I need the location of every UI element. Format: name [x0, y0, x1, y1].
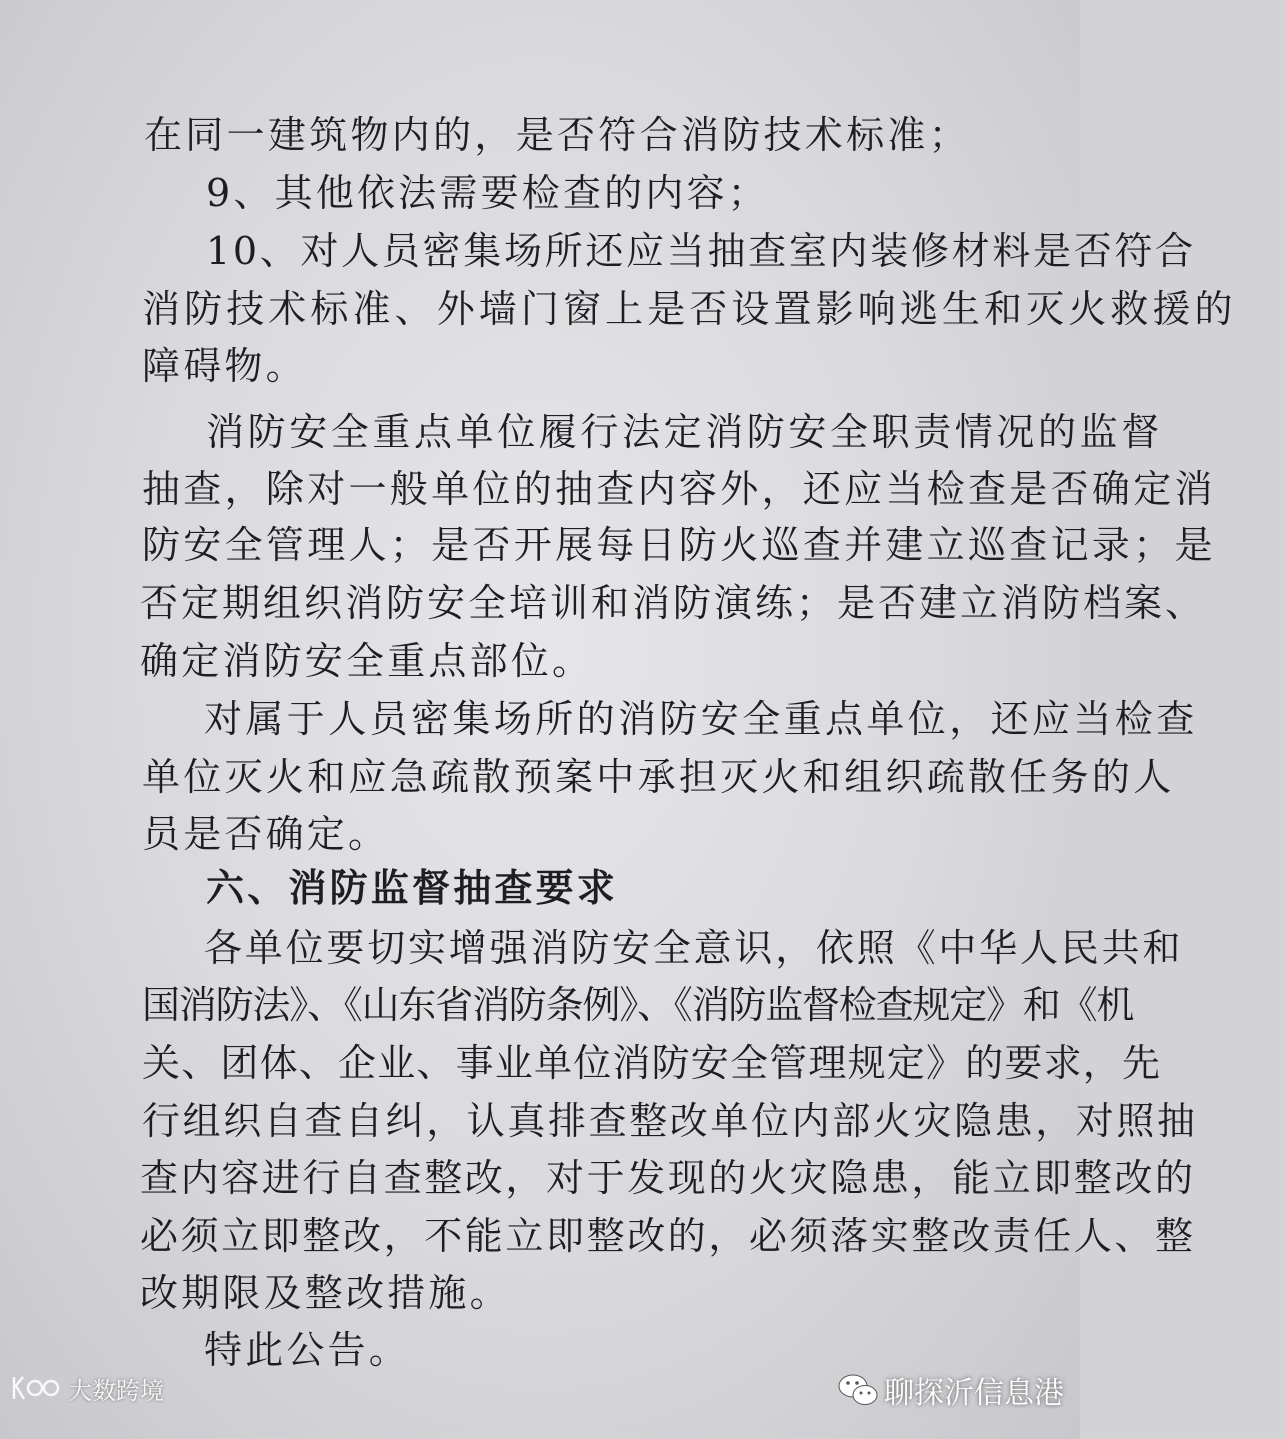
text-line: 员是否确定。: [142, 812, 390, 856]
text-line: 查内容进行自查整改，对于发现的火灾隐患，能立即整改的: [140, 1156, 1196, 1200]
section-heading: 六、消防监督抽查要求: [206, 865, 619, 910]
text-line: 行组织自查自纠，认真排查整改单位内部火灾隐患，对照抽: [142, 1099, 1198, 1143]
text-line: 国消防法》、《山东省消防条例》、《消防监督检查规定》和《机: [142, 983, 1134, 1027]
text-line: 消防技术标准、外墙门窗上是否设置影响逃生和灭火救援的: [142, 287, 1237, 331]
text-line: 确定消防安全重点部位。: [140, 639, 594, 683]
watermark-right-text: 聊探沂信息港: [884, 1376, 1064, 1411]
text-line: 对属于人员密集场所的消防安全重点单位，还应当检查: [204, 697, 1198, 741]
text-line: 特此公告。: [204, 1328, 411, 1372]
text-line: 9、其他依法需要检查的内容；: [206, 171, 769, 215]
watermark-left-text: 大数跨境: [68, 1376, 164, 1405]
text-line: 在同一建筑物内的，是否符合消防技术标准；: [144, 113, 971, 157]
text-line: 关、团体、企业、事业单位消防安全管理规定》的要求，先: [142, 1041, 1162, 1085]
text-line: 改期限及整改措施。: [140, 1271, 511, 1315]
text-line: 消防安全重点单位履行法定消防安全职责情况的监督: [206, 410, 1163, 454]
text-line: 抽查，除对一般单位的抽查内容外，还应当检查是否确定消: [142, 467, 1216, 511]
text-line: 否定期组织消防安全培训和消防演练；是否建立消防档案、: [140, 581, 1207, 625]
text-line: 防安全管理人；是否开展每日防火巡查并建立巡查记录；是: [142, 523, 1216, 567]
text-line: 10、对人员密集场所还应当抽查室内装修材料是否符合: [206, 229, 1196, 273]
text-line: 单位灭火和应急疏散预案中承担灭火和组织疏散任务的人: [142, 755, 1175, 799]
text-line: 各单位要切实增强消防安全意识，依照《中华人民共和: [204, 926, 1184, 970]
text-line: 必须立即整改，不能立即整改的，必须落实整改责任人、整: [140, 1214, 1196, 1258]
text-line: 障碍物。: [142, 344, 307, 388]
